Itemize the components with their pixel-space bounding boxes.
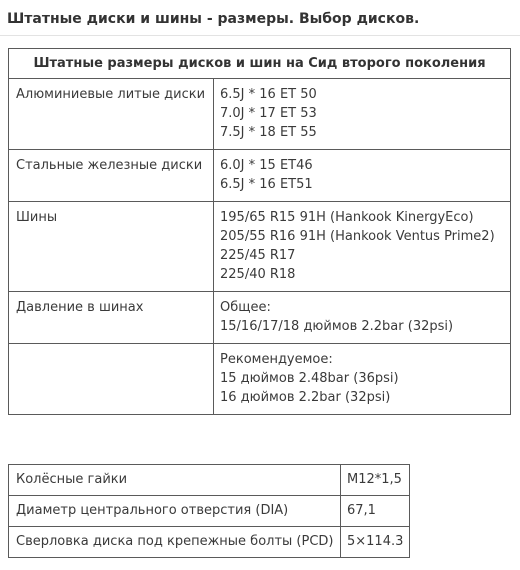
row-value (214, 344, 511, 415)
value-line: 16 дюймов 2.2bar (32psi) (220, 390, 391, 405)
value-line: 15/16/17/18 дюймов 2.2bar (32psi) (220, 319, 454, 334)
value-line: Общее: (220, 300, 271, 315)
row-value (214, 292, 511, 344)
value-line: 15 дюймов 2.48bar (36psi) (220, 371, 399, 386)
value-line: 7.0J * 17 ET 53 (220, 106, 317, 121)
value-line: Рекомендуемое: (220, 352, 333, 367)
row-label (9, 344, 214, 415)
table-row (9, 79, 511, 150)
table-row (9, 465, 410, 496)
table-row (9, 344, 511, 415)
row-value: M12*1,5 (341, 465, 410, 496)
table-row (9, 292, 511, 344)
heading-divider (0, 35, 520, 36)
value-line: 205/55 R16 91H (Hankook Ventus Prime2) (220, 229, 495, 244)
row-value: 5×114.3 (341, 527, 410, 558)
value-line: 225/40 R18 (220, 267, 296, 282)
table-row (9, 202, 511, 292)
row-value (214, 202, 511, 292)
table-row (9, 527, 410, 558)
row-value: 67,1 (341, 496, 410, 527)
value-line: 6.5J * 16 ET51 (220, 177, 313, 192)
value-line: 6.5J * 16 ET 50 (220, 87, 317, 102)
row-label: Шины (9, 202, 214, 292)
table-row (9, 150, 511, 202)
value-line: 6.0J * 15 ET46 (220, 158, 313, 173)
specs-table (8, 48, 511, 415)
value-line: 195/65 R15 91H (Hankook KinergyEco) (220, 210, 474, 225)
row-label: Алюминиевые литые диски (9, 79, 214, 150)
row-label: Диаметр центрального отверстия (DIA) (9, 496, 341, 527)
row-label: Колёсные гайки (9, 465, 341, 496)
row-label: Давление в шинах (9, 292, 214, 344)
value-line: 7.5J * 18 ET 55 (220, 125, 317, 140)
row-value (214, 79, 511, 150)
page-heading: Штатные диски и шины - размеры. Выбор дисков. (7, 11, 420, 27)
fastener-table (8, 464, 410, 558)
table-header-row (9, 49, 511, 79)
row-value (214, 150, 511, 202)
row-label: Сверловка диска под крепежные болты (PCD) (9, 527, 341, 558)
table-row (9, 496, 410, 527)
table-caption: Штатные размеры дисков и шин на Сид второго поколения (9, 49, 511, 79)
value-line: 225/45 R17 (220, 248, 296, 263)
row-label: Стальные железные диски (9, 150, 214, 202)
